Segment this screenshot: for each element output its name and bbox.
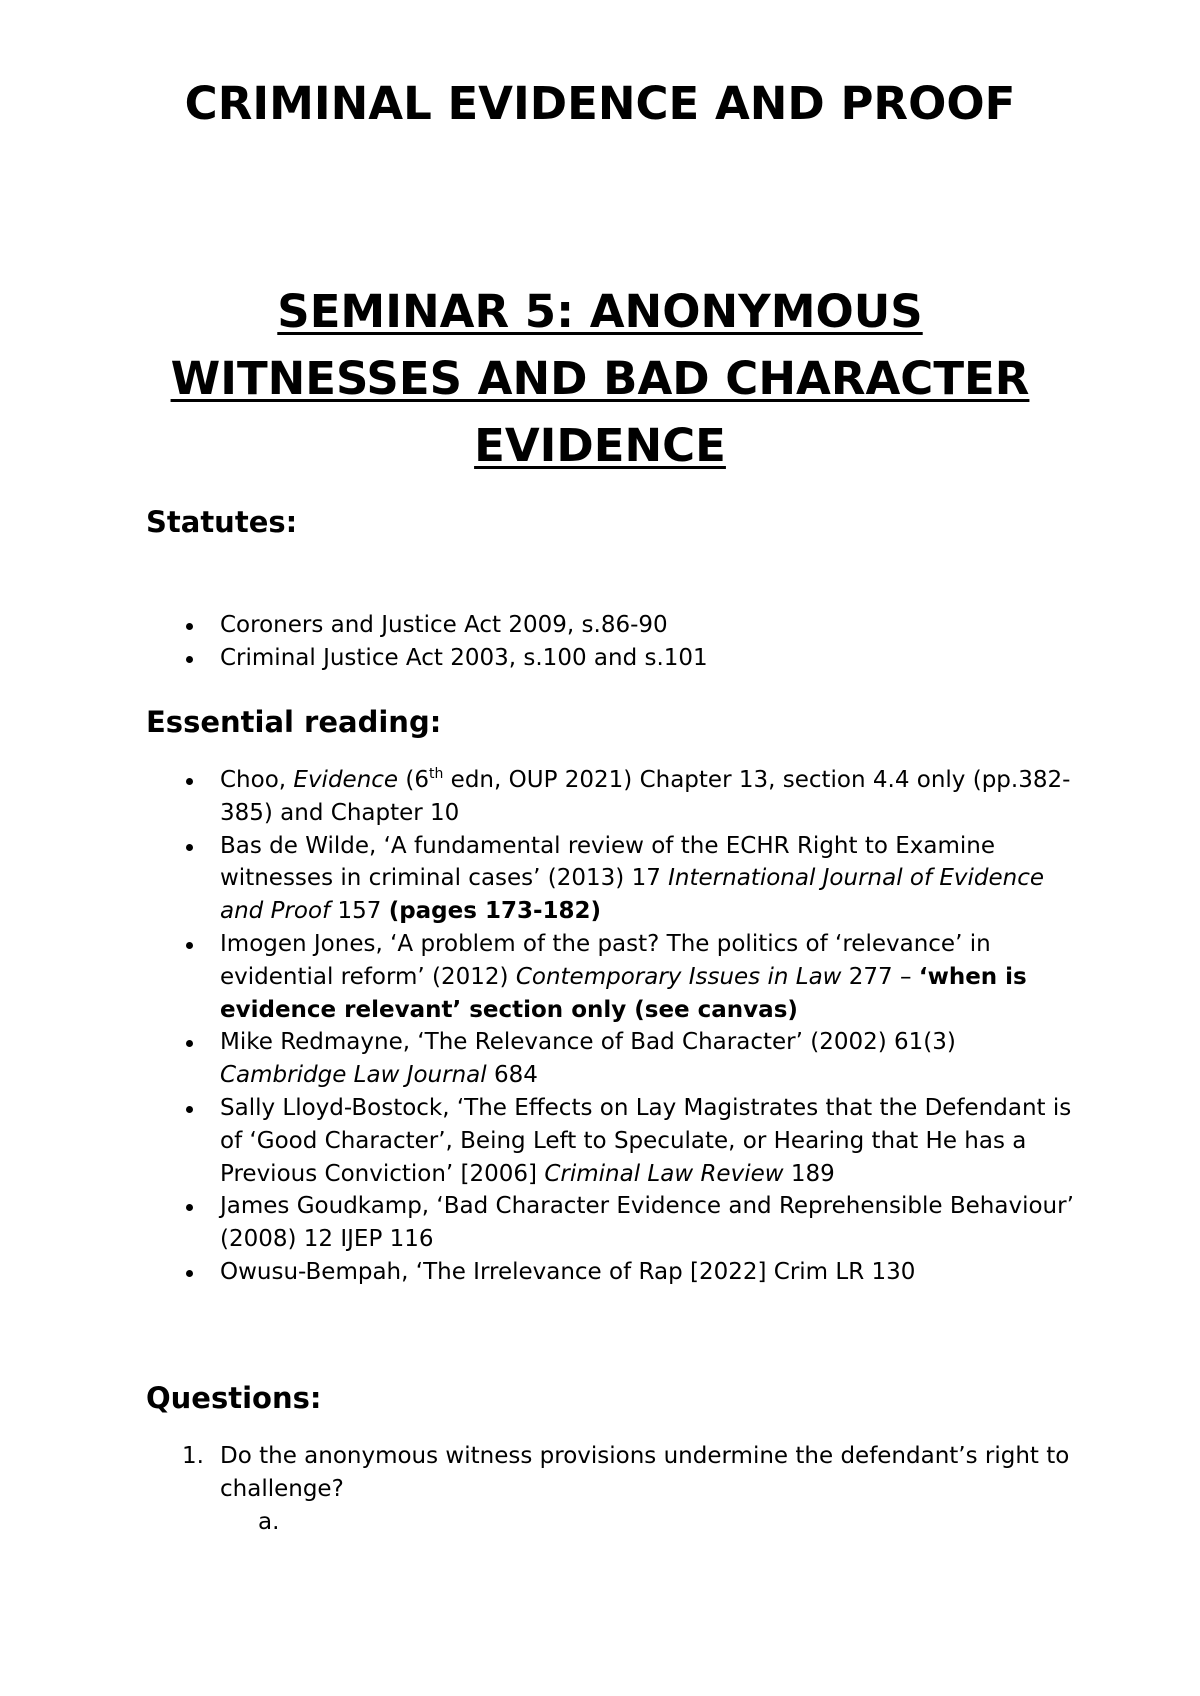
question-text: Do the anonymous witness provisions undermine the defendant’s right to challenge? (220, 1443, 1070, 1502)
statutes-list (146, 609, 1076, 675)
reading-page: 157 (330, 898, 389, 925)
list-item (146, 1190, 1076, 1256)
bullet-icon (186, 942, 193, 949)
bullet-icon (186, 778, 193, 785)
bullet-icon (186, 1270, 193, 1277)
reading-journal: International Journal of Evidence and Proof (220, 865, 1045, 925)
reading-emphasis: ‘when is evidence relevant’ section only (see canvas) (220, 963, 1027, 1023)
bullet-icon (186, 656, 193, 663)
reading-page: 189 (783, 1160, 835, 1187)
list-item (146, 1092, 1076, 1190)
reading-emphasis: (pages 173-182) (388, 898, 602, 925)
bullet-icon (186, 1106, 193, 1113)
reading-text: James Goudkamp, ‘Bad Character Evidence and Reprehensible Behaviour’ (2008) 12 IJEP 116 (220, 1193, 1074, 1253)
reading-text: Bas de Wilde, ‘A fundamental review of the ECHR Right to Examine witnesses in criminal cases’ (2013) 17 (220, 832, 995, 892)
reading-page: 684 (486, 1062, 538, 1089)
statute-text: Coroners and Justice Act 2009, s.86-90 (220, 612, 668, 638)
bullet-icon (186, 1040, 193, 1047)
questions-heading: Questions: (146, 1381, 322, 1415)
reading-author: Choo, (220, 767, 294, 793)
seminar-title: SEMINAR 5: ANONYMOUS WITNESSES AND BAD CHARACTER EVIDENCE (170, 285, 1030, 472)
reading-text: edn, OUP 2021) Chapter 13, section 4.4 only (pp.382-385) and Chapter 10 (220, 767, 1071, 826)
list-item (146, 1256, 1076, 1289)
list-item (146, 764, 1076, 830)
list-item (146, 609, 1076, 642)
reading-journal: Criminal Law Review (544, 1160, 784, 1187)
reading-text: Owusu-Bempah, ‘The Irrelevance of Rap [2022] Crim LR 130 (220, 1258, 916, 1285)
reading-page: 277 – (841, 963, 919, 990)
bullet-icon (186, 623, 193, 630)
list-item (146, 1440, 1076, 1538)
reading-list (146, 764, 1076, 1289)
questions-list (146, 1440, 1076, 1538)
document-title: CRIMINAL EVIDENCE AND PROOF (184, 77, 1016, 130)
reading-text: Sally Lloyd-Bostock, ‘The Effects on Lay Magistrates that the Defendant is of ‘Good Character’, Being Left to Speculate, or Hearing that He has a Previous Conviction’ [2006] (220, 1094, 1072, 1187)
list-item (146, 1026, 1076, 1092)
reading-journal: Cambridge Law Journal (220, 1062, 487, 1089)
list-item (146, 928, 1076, 1026)
reading-text: (6 (398, 767, 429, 793)
essential-reading-heading: Essential reading: (146, 705, 442, 739)
sub-question-marker: a. (258, 1508, 280, 1535)
reading-journal: Contemporary Issues in Law (515, 963, 842, 990)
reading-text: Imogen Jones, ‘A problem of the past? The politics of ‘relevance’ in evidential reform’ (2012) (220, 930, 991, 990)
statute-text: Criminal Justice Act 2003, s.100 and s.101 (220, 644, 708, 671)
statutes-heading: Statutes: (146, 505, 298, 539)
list-item (146, 642, 1076, 675)
bullet-icon (186, 844, 193, 851)
superscript: th (429, 766, 444, 782)
reading-text: Mike Redmayne, ‘The Relevance of Bad Character’ (2002) 61(3) (220, 1029, 956, 1056)
reading-book-title: Evidence (293, 767, 399, 793)
bullet-icon (186, 1204, 193, 1211)
list-item (146, 830, 1076, 928)
question-number: 1. (182, 1443, 204, 1469)
